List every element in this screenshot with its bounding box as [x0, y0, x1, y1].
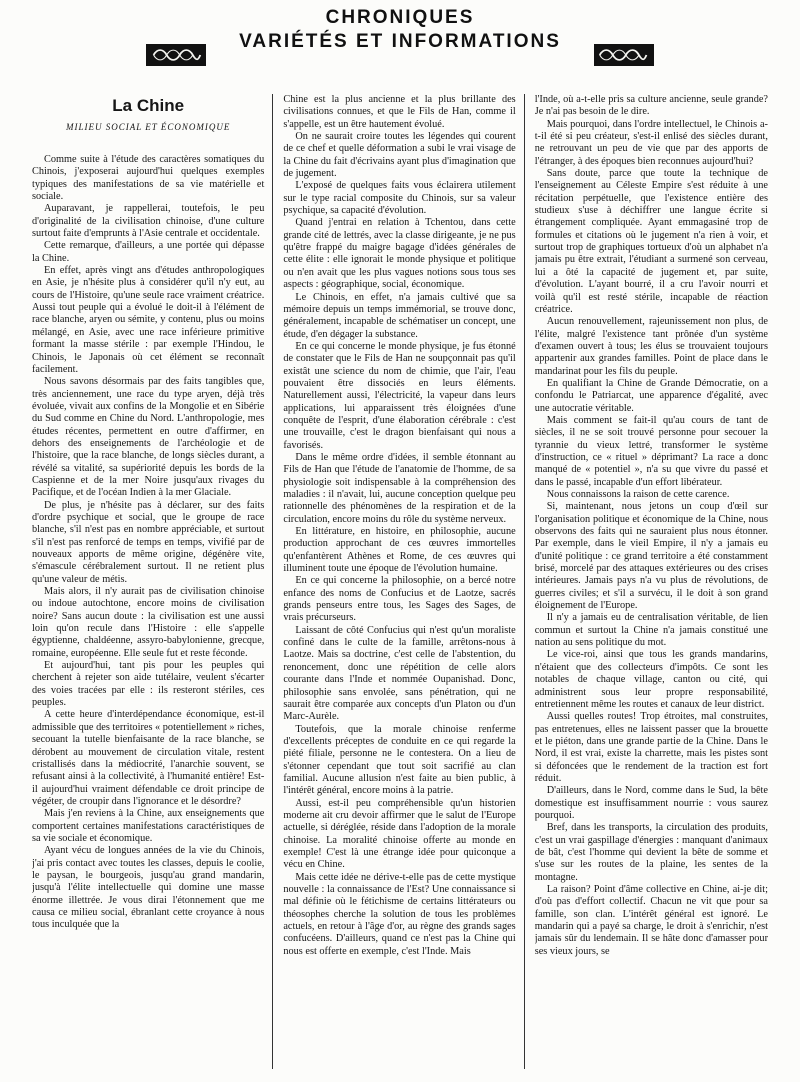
- ornament-left-icon: [146, 44, 206, 66]
- paragraph: Sans doute, parce que toute la technique de l'enseignement au Céleste Empire s'est réduite à une récitation perpétuelle, que l'existence entière des studieux s'use à déchiffrer une langue écrite si étrangement compliquée. Ayant emmagasiné trop de formules et citations où le jugement n'a rien à voir, et surtout trop de graphiques tortueux d'où un alphabet n'a jamais pu être extrait, l'étudiant a surmené son cerveau, lui a ôté la capacité de jugement et, par suite, d'évolution. L'ayant bourré, il a cru l'avoir nourri et voilà qu'il est resté stérile, incapable de réaction créatrice.: [534, 168, 768, 315]
- column-1: [32, 94, 273, 1069]
- paragraph: Quand j'entrai en relation à Tchentou, dans cette grande cité de lettrés, avec la classe dirigeante, je ne pus qu'être frappé du maigre bagage d'idées générales de cette élite : elle ignorait le monde physique et politique ou n'en avait que les plus vagues notions sous tous ses aspects : géographique, social, économique.: [283, 217, 516, 291]
- paragraph: D'ailleurs, dans le Nord, comme dans le Sud, la bête domestique est insuffisamment nourrie : vous saurez pourquoi.: [534, 785, 768, 821]
- paragraph: Le vice-roi, ainsi que tous les grands mandarins, n'étaient que des collecteurs d'impôts. Ce sont les notables de chaque village, canton ou cité, qui administrent sous leur propre responsabilité, entretiennent même les routes et canaux de leur district.: [534, 649, 768, 710]
- paragraph: En qualifiant la Chine de Grande Démocratie, on a confondu le Patriarcat, une apparence d'égalité, avec une autocratie véritable.: [534, 377, 768, 414]
- paragraph: Mais cette idée ne dérive-t-elle pas de cette mystique nouvelle : la connaissance de l'Est? Une connaissance si mal définie où le fétichisme de certains littérateurs ou théosophes cherche la solution de tous les problèmes actuels, en retour à l'âge d'or, au règne des grands sages confucéens. D'ailleurs, quand ce n'est pas la Chine qui nous est offerte en exemple, c'est l'Inde. Mais: [283, 871, 516, 957]
- paragraph: Nous savons désormais par des faits tangibles que, très anciennement, une race du type aryen, déjà très évoluée, vivait aux confins de la Mongolie et en Sibérie du Sud comme en Chine du Nord. L'anthropologie, mes études récentes, permettent en outre d'affirmer, en dehors des enseignements de l'archéologie et de l'histoire, que la race blanche, de longs siècles durant, a révélé sa vitalité, sa supériorité depuis les bords de la Caspienne et de la mer Noire jusqu'aux rivages du Pacifique, et de l'océan Indien à la mer Glaciale.: [32, 376, 265, 499]
- paragraph: Nous connaissons la raison de cette carence.: [546, 489, 730, 500]
- article-columns: [32, 94, 768, 1069]
- paragraph: En ce qui concerne la philosophie, on a bercé notre enfance des noms de Confucius et de Laotze, sacrés grands penseurs entre tous, les Sages des Sages, de vrais précurseurs.: [283, 575, 516, 624]
- section-header: [32, 6, 768, 72]
- paragraph: Il n'y a jamais eu de centralisation véritable, de lien commun et surtout la Chine n'a jamais constitué une nation au sens politique du mot.: [534, 612, 768, 649]
- ornament-right-icon: [594, 44, 654, 66]
- paragraph: Mais j'en reviens à la Chine, aux enseignements que comportent certaines manifestations caractéristiques de sa vie sociale et économique.: [32, 808, 265, 844]
- paragraph: Le Chinois, en effet, n'a jamais cultivé que sa mémoire depuis un temps immémorial, se trouve donc, généralement, incapable de schématiser un concept, une étude, d'en dégager la substance.: [283, 291, 516, 340]
- paragraph: En littérature, en histoire, en philosophie, aucune production approchant de ces œuvres immortelles qu'enfantèrent Athènes et Rome, de ces œuvres qui illuminent toute une époque de l'évolution humaine.: [283, 526, 516, 575]
- paragraph: Mais comment se fait-il qu'au cours de tant de siècles, il ne se soit trouvé personne pour secouer la tyrannie du vieux lettré, transformer le système d'instruction, ce « rituel » déprimant? La race a donc manqué de « potentiel », n'a su que vivre du passé et dans le passé, incapable d'un effort libérateur.: [534, 414, 768, 488]
- paragraph: Laissant de côté Confucius qui n'est qu'un moraliste confiné dans le culte de la famille, arrêtons-nous à Laotze. Mais sa doctrine, c'est celle de l'abstention, du renoncement, donc une répétition de celle alors courante dans l'Inde et nommée Oupanishad. Donc, philosophie sans envolée, sans pénétration, qui ne saurait être comparée aux concepts d'un Platon ou d'un Marc-Aurèle.: [283, 624, 516, 723]
- article-title: La Chine: [112, 96, 185, 115]
- paragraph: L'exposé de quelques faits vous éclairera utilement sur le type racial composite du Chinois, sur sa valeur psychique, sa capacité d'évolution.: [283, 180, 516, 217]
- paragraph: Toutefois, que la morale chinoise renferme d'excellents préceptes de conduite en ce qui regarde la piété filiale, personne ne le contestera. On a lieu de s'étonner cependant que tout soit sacrifié au clan familial. Aucune allusion n'est faite au bien public, à l'intérêt général, encore moins à la patrie.: [283, 723, 516, 797]
- paragraph: Aucun renouvellement, rajeunissement non plus, de l'élite, malgré l'existence tant prônée d'un système d'examen ouvert à tous; les élus se trouvaient toujours appartenir aux grandes familles. Point de place dans le mandarinat pour les fils du peuple.: [534, 316, 768, 377]
- paragraph: Aussi quelles routes! Trop étroites, mal construites, pas entretenues, elles ne laissent passer que la brouette et le piéton, dans une grande partie de la Chine. Dans le Nord, il est vrai, existe la charrette, mais les pistes sont si défoncées que le rendement de la traction est fort réduit.: [534, 711, 768, 784]
- paragraph: l'Inde, où a-t-elle pris sa culture ancienne, seule grande? Je n'ai pas besoin de le dire.: [534, 94, 768, 118]
- column-2: [283, 94, 524, 1069]
- paragraph: Aussi, est-il peu compréhensible qu'un historien moderne ait cru devoir affirmer que le salut de l'Europe actuelle, si déréglée, réside dans l'adoption de la morale chinoise. La moralité chinoise offerte au monde en exemple! C'est là une étrange idée pour quiconque a vécu en Chine.: [283, 797, 516, 871]
- article-subtitle: MILIEU SOCIAL ET ÉCONOMIQUE: [65, 122, 231, 132]
- paragraph: Chine est la plus ancienne et la plus brillante des civilisations connues, et que le Fils de Han, comme il s'appelle, est un être hautement évolué.: [283, 94, 516, 130]
- paragraph: Si, maintenant, nous jetons un coup d'œil sur l'organisation politique et économique de la Chine, nous observons des faits qui ne sauraient plus nous étonner. Par exemple, dans le vieil Empire, il n'y a jamais eu d'unité politique : ce grand territoire a été constamment brisé, morcelé par des attaques extérieures ou des crises intérieures. Jamais pays n'a vu plus de révolutions, de guerres civiles; et s'il a survécu, il le doit à son grand éloignement de l'Europe.: [534, 501, 768, 612]
- column-3: [535, 94, 768, 1069]
- paragraph: Comme suite à l'étude des caractères somatiques du Chinois, j'exposerai aujourd'hui quelques exemples typiques des manifestations de sa vie matérielle et sociale.: [32, 154, 265, 203]
- paragraph: Dans le même ordre d'idées, il semble étonnant au Fils de Han que l'étude de l'anatomie de l'homme, de sa physiologie soit indispensable à la compréhension des maladies : il n'avait, lui, aucune conception quelque peu rationnelle des phénomènes de la respiration et de la circulation, encore moins du rôle du système nerveux.: [283, 451, 516, 525]
- paragraph: A cette heure d'interdépendance économique, est-il admissible que des territoires « potentiellement » riches, secouant la tutelle bienfaisante de la race blanche, se dérobent au mouvement de circulation vitale, restent cristallisés dans la médiocrité, l'anarchie souvent, se refusant ainsi à la collectivité, à l'humanité entière! Est-il aujourd'hui vraiment défendable ce droit principe de végéter, de croupir dans l'ignorance et le désordre?: [32, 709, 265, 807]
- paragraph: De plus, je n'hésite pas à déclarer, sur des faits d'ordre psychique et social, que le groupe de race blanche, s'il n'est pas en nombre appréciable, et surtout s'il n'est pas renforcé de temps en temps, vivifié par de nouveaux apports de même origine, dégénère vite, s'émascule cérébralement surtout. Il ne retient plus qu'une valeur de métis.: [32, 499, 265, 585]
- paragraph: La raison? Point d'âme collective en Chine, ai-je dit; d'où pas d'effort collectif. Chacun ne vit que pour sa famille, son clan. L'intérêt général est ignoré. Le mandarin qui a payé sa charge, le droit à s'enrichir, n'est jamais sûr du lendemain. Il se hâte donc d'amasser pour ses vieux jours, se: [534, 884, 768, 957]
- paragraph: On ne saurait croire toutes les légendes qui courent de ce chef et quelle déformation a subi le vrai visage de la Chine du fait d'écrivains ayant plus d'imagination que de jugement.: [283, 131, 516, 180]
- paragraph: En ce qui concerne le monde physique, je fus étonné de constater que le Fils de Han ne soupçonnait pas qu'il existât une science du nom de chimie, que l'air, l'eau pouvaient être dissociés en leurs éléments. Naturellement aussi, l'électricité, la vapeur dans leurs applications, lui apparaissent très éloignées d'une conquête de l'esprit, d'une élaboration cérébrale : c'est une trouvaille, c'est le dragon bienfaisant qui nous a favorisés.: [283, 340, 516, 451]
- section-title-line-2: VARIÉTÉS ET INFORMATIONS: [239, 31, 561, 52]
- paragraph: Cette remarque, d'ailleurs, a une portée qui dépasse la Chine.: [32, 240, 265, 264]
- paragraph: Mais alors, il n'y aurait pas de civilisation chinoise ou indoue autochtone, encore moins de civilisation noire? Sans aucun doute : la civilisation est une aussi loin qu'on recule dans l'Histoire : elle s'appelle égyptienne, chaldéenne, assyro-babylonienne, grecque, romaine, européenne. Elle seule fut et reste féconde.: [32, 586, 265, 659]
- paragraph: Ayant vécu de longues années de la vie du Chinois, j'ai pris contact avec toutes les classes, depuis le coolie, le paysan, le bourgeois, jusqu'au grand mandarin, jusqu'à l'élite intellectuelle qui domine une masse énorme illettrée. Je vous dirai l'étonnement que me causa ce milieu social, ébranlant cette croyance à nous tous inculquée que la: [32, 845, 265, 931]
- paragraph: Auparavant, je rappellerai, toutefois, le peu d'originalité de la civilisation chinoise, d'une culture surtout faite d'emprunts à l'Asie centrale et occidentale.: [32, 203, 265, 240]
- paragraph: Et aujourd'hui, tant pis pour les peuples qui cherchent à rejeter son aide tutélaire, veulent s'écarter des voies tracées par elle : ils resteront stériles, ces peuples.: [32, 660, 265, 709]
- section-title-line-1: CHRONIQUES: [325, 7, 475, 28]
- paragraph: Bref, dans les transports, la circulation des produits, c'est un vrai gaspillage d'énergies : manquant d'animaux de bât, c'est l'homme qui devient la bête de somme et s'use sur les routes de la plaine, les sentes de la montagne.: [534, 822, 768, 883]
- paragraph: Mais pourquoi, dans l'ordre intellectuel, le Chinois a-t-il été si peu créateur, s'est-il enlisé des siècles durant, ne retrouvant un peu de vie que par des apports de l'étranger, à des époques bien reconnues aujourd'hui?: [534, 118, 768, 167]
- paragraph: En effet, après vingt ans d'études anthropologiques en Asie, je n'hésite plus à considérer qu'il n'y eut, au cours de l'Histoire, qu'une seule race vraiment créatrice. Aussi tout peuple qui a évolué le doit-il à l'élément de race blanche, aryen ou sémite, y contenu, plus ou moins mélangé, en Asie, avec une race inférieure primitive formant la masse stérile : par exemple l'Hindou, le Chinois, le Japonais où cet élément se reconnaît facilement.: [32, 265, 265, 375]
